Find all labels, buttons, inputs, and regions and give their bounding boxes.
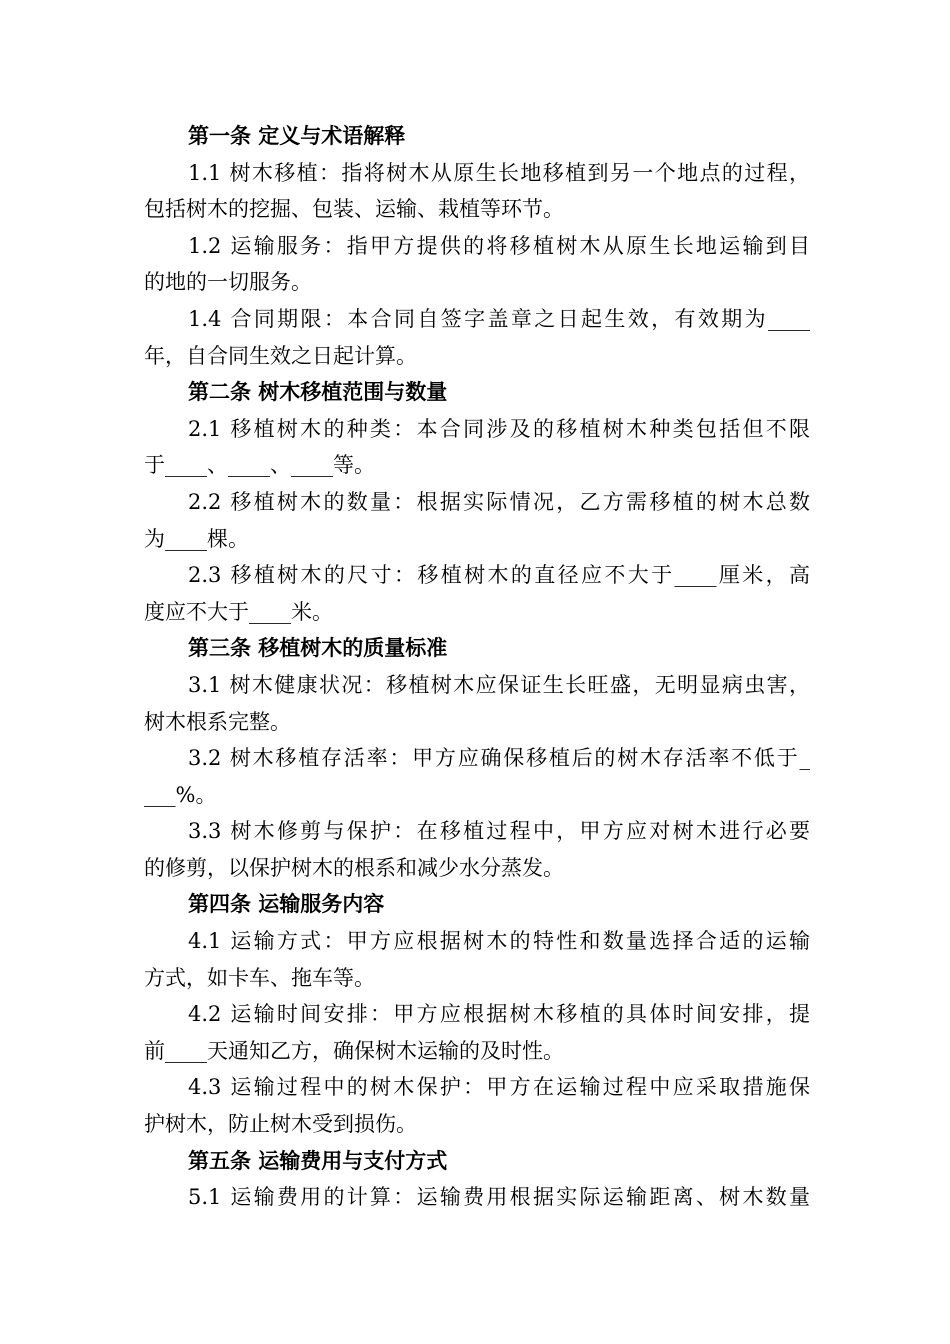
- section-heading: 第三条 移植树木的质量标准: [188, 635, 448, 661]
- clause-first-line: 3.1 树木健康状况：移植树木应保证生长旺盛，无明显病虫害，: [188, 672, 810, 697]
- clause-continuation-line: 包括树木的挖掘、包装、运输、栽植等环节。: [144, 197, 564, 222]
- clause-continuation-line: 方式，如卡车、拖车等。: [144, 965, 375, 990]
- clause-continuation-line: 的修剪，以保护树木的根系和减少水分蒸发。: [144, 855, 564, 880]
- document-page: [144, 118, 810, 1216]
- clause-first-line: 2.1 移植树木的种类：本合同涉及的移植树木种类包括但不限: [188, 416, 810, 441]
- clause-first-line: 4.1 运输方式：甲方应根据树木的特性和数量选择合适的运输: [188, 929, 810, 954]
- clause-first-line: 1.2 运输服务：指甲方提供的将移植树木从原生长地运输到目: [188, 233, 810, 258]
- section-heading: 第一条 定义与术语解释: [188, 123, 406, 148]
- clause-first-line: 4.2 运输时间安排：甲方应根据树木移植的具体时间安排，提: [188, 1002, 810, 1027]
- section-heading: 第五条 运输费用与支付方式: [188, 1147, 448, 1173]
- clause-continuation-line: ___%。: [144, 782, 217, 807]
- clause-continuation-line: 树木根系完整。: [144, 709, 291, 734]
- section-heading: 第二条 树木移植范围与数量: [188, 379, 448, 405]
- clause-first-line: 3.2 树木移植存活率：甲方应确保移植后的树木存活率不低于_: [188, 746, 810, 771]
- clause-first-line: 5.1 运输费用的计算：运输费用根据实际运输距离、树木数量: [188, 1185, 810, 1210]
- clause-continuation-line: 护树木，防止树木受到损伤。: [144, 1112, 417, 1137]
- clause-first-line: 2.3 移植树木的尺寸：移植树木的直径应不大于____厘米，高: [188, 563, 810, 588]
- clause-continuation-line: 年，自合同生效之日起计算。: [144, 343, 417, 368]
- clause-continuation-line: 为____棵。: [144, 526, 249, 551]
- clause-first-line: 3.3 树木修剪与保护：在移植过程中，甲方应对树木进行必要: [188, 819, 810, 844]
- clause-continuation-line: 度应不大于____米。: [144, 599, 333, 624]
- clause-first-line: 1.4 合同期限：本合同自签字盖章之日起生效，有效期为____: [188, 306, 810, 331]
- clause-first-line: 2.2 移植树木的数量：根据实际情况，乙方需移植的树木总数: [188, 489, 810, 514]
- clause-continuation-line: 的地的一切服务。: [144, 270, 312, 295]
- clause-first-line: 4.3 运输过程中的树木保护：甲方在运输过程中应采取措施保: [188, 1075, 810, 1100]
- clause-first-line: 1.1 树木移植：指将树木从原生长地移植到另一个地点的过程，: [188, 160, 810, 185]
- clause-continuation-line: 于____、____、____等。: [144, 453, 375, 478]
- clause-continuation-line: 前____天通知乙方，确保树木运输的及时性。: [144, 1038, 564, 1063]
- section-heading: 第四条 运输服务内容: [188, 891, 385, 917]
